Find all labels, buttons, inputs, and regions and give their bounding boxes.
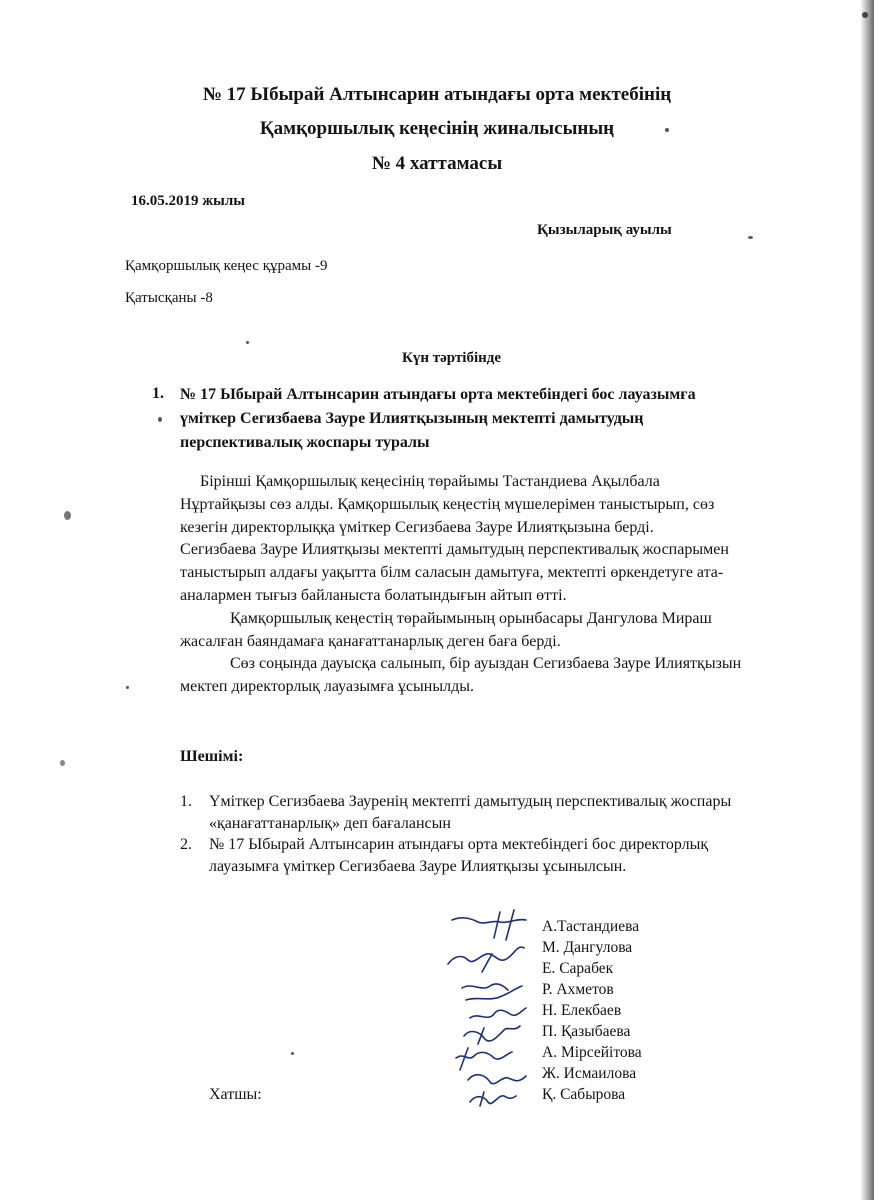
decision-item-2-number: 2.: [180, 836, 192, 853]
scan-speck: [60, 760, 65, 766]
secretary-label: Хатшы:: [209, 1086, 262, 1103]
agenda-item-text: [180, 383, 696, 455]
body-line: кезегін директорлыққа үміткер Сегизбаева Зауре Илиятқызына берді.: [180, 518, 654, 536]
minutes-body: [180, 471, 741, 699]
agenda-line: үміткер Сегизбаева Зауре Илиятқызының мектепті дамытудың: [180, 410, 644, 427]
scan-speck: [64, 511, 71, 520]
body-line: Қамқоршылық кеңестің төрайымының орынбасары Дангулова Мираш: [230, 609, 712, 627]
attendance-count: Қатысқаны -8: [125, 290, 213, 306]
scan-speck: [291, 1052, 294, 1055]
scan-speck: [158, 417, 162, 422]
signatory-name: Р. Ахметов: [542, 981, 614, 998]
body-line: жасалған баяндамаға қанағаттанарлық деген баға берді.: [180, 632, 561, 650]
agenda-item-number: 1.: [152, 385, 164, 402]
signatory-name: П. Қазыбаева: [542, 1023, 631, 1040]
meeting-place: Қызыларық ауылы: [537, 222, 672, 238]
signatory-name: Е. Сарабек: [542, 960, 614, 977]
signatory-name: Ж. Исмаилова: [542, 1065, 637, 1082]
title-line-1: № 17 Ыбырай Алтынсарин атындағы орта мектебінің: [202, 84, 672, 105]
body-line: Сегизбаева Зауре Илиятқызы мектепті дамытудың перспективалық жоспарымен: [180, 541, 729, 559]
signatory-name: М. Дангулова: [542, 939, 633, 956]
body-line: аналармен тығыз байланыста болатындығын айтып өтті.: [180, 586, 567, 604]
signatory-name: А. Мірсейітова: [542, 1044, 642, 1061]
scan-speck: [665, 128, 669, 132]
signatory-list: [542, 916, 642, 1105]
body-line: таныстырып алдағы уақытта білм саласын дамытуға, мектепті өркендетуге ата-: [180, 564, 724, 582]
title-line-2: Қамқоршылық кеңесінің жиналысының: [259, 118, 615, 139]
decision-item-1: [209, 791, 731, 835]
agenda-line: перспективалық жоспары туралы: [180, 434, 430, 451]
scan-speck: [126, 686, 129, 689]
decision-line: № 17 Ыбырай Алтынсарин атындағы орта мектебіндегі бос директорлық: [209, 836, 709, 853]
decision-line: «қанағаттанарлық» деп бағалансын: [209, 815, 451, 832]
council-composition: Қамқоршылық кеңес құрамы -9: [125, 258, 328, 274]
signatory-name: Н. Елекбаев: [542, 1002, 622, 1019]
body-line: мектеп директорлық лауазымға ұсынылды.: [180, 678, 474, 696]
scan-edge-shadow: [860, 0, 874, 1200]
decision-item-1-number: 1.: [180, 793, 192, 810]
body-line: Сөз соңында дауысқа салынып, бір ауыздан Сегизбаева Зауре Илиятқызын: [230, 655, 742, 673]
decision-line: Үміткер Сегизбаева Зауренің мектепті дамытудың перспективалық жоспары: [209, 793, 732, 810]
signatory-name: А.Тастандиева: [542, 918, 640, 935]
handwritten-signatures: [440, 908, 550, 1108]
title-line-3: № 4 хаттамасы: [371, 153, 503, 174]
meeting-date: 16.05.2019 жылы: [131, 193, 245, 209]
decision-item-2: [209, 834, 708, 878]
body-line: Бірінші Қамқоршылық кеңесінің төрайымы Тастандиева Ақылбала: [200, 473, 660, 490]
decision-line: лауазымға үміткер Сегизбаева Зауре Илиятқызы ұсынылсын.: [209, 858, 627, 875]
agenda-heading: Күн тәртібінде: [402, 350, 502, 366]
scan-speck: [748, 236, 753, 239]
signatory-name: Қ. Сабырова: [542, 1086, 626, 1103]
decision-heading: Шешімі:: [180, 748, 244, 765]
agenda-line: № 17 Ыбырай Алтынсарин атындағы орта мектебіндегі бос лауазымға: [180, 386, 696, 403]
scan-speck: [246, 341, 249, 344]
body-line: Нұртайқызы сөз алды. Қамқоршылық кеңестің мүшелерімен таныстырып, сөз: [180, 495, 715, 513]
